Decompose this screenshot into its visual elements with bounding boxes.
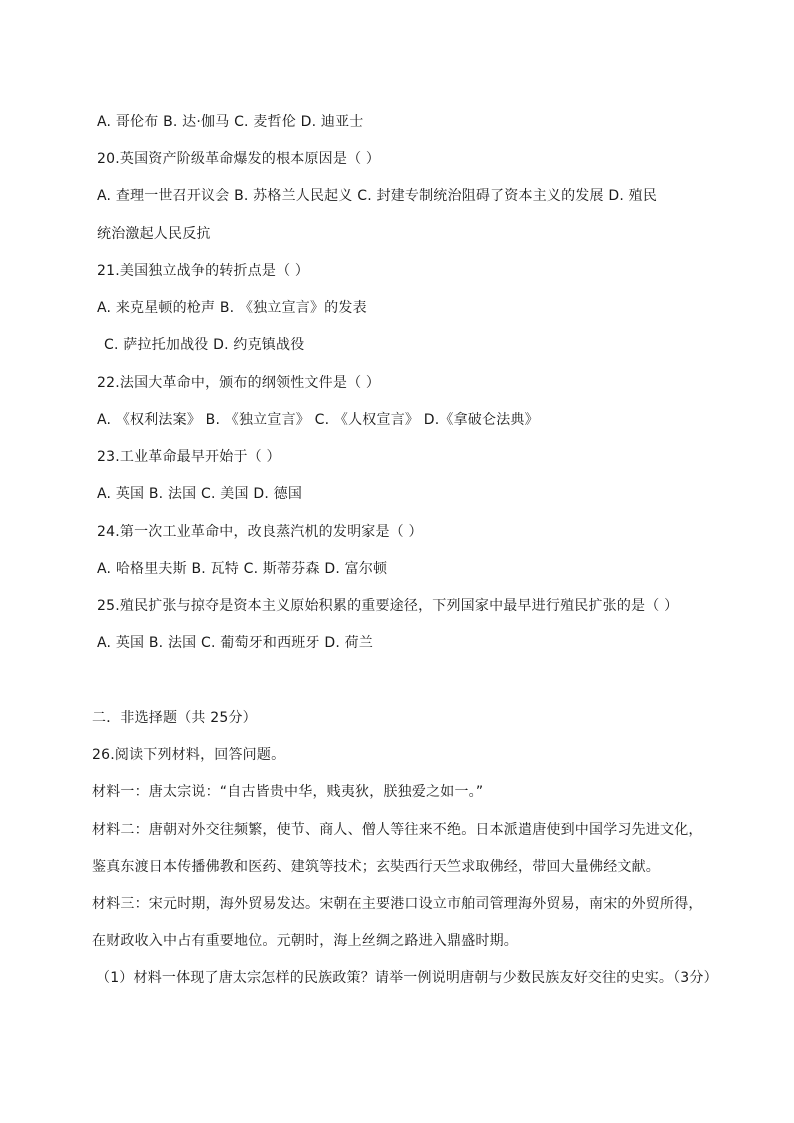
material-three-line-2: 在财政收入中占有重要地位。元朝时，海上丝绸之路进入鼎盛时期。: [92, 933, 518, 949]
material-two-line-1: 材料二：唐朝对外交往频繁，使节、商人、僧人等往来不绝。日本派遣唐使到中国学习先进文化，: [92, 822, 703, 838]
q22-question: 22.法国大革命中，颁布的纲领性文件是（ ）: [97, 375, 381, 391]
q22-options: A. 《权利法案》 B. 《独立宣言》 C. 《人权宣言》 D.《拿破仑法典》: [97, 412, 539, 428]
section-heading: 二．非选择题（共 25分）: [92, 710, 257, 726]
q21-question: 21.美国独立战争的转折点是（ ）: [97, 263, 310, 279]
q19-options: A. 哥伦布 B. 达·伽马 C. 麦哲伦 D. 迪亚士: [97, 114, 364, 130]
q26-question: 26.阅读下列材料，回答问题。: [92, 747, 286, 763]
q20-options-continued: 统治激起人民反抗: [97, 226, 211, 242]
q23-question: 23.工业革命最早开始于（ ）: [97, 449, 281, 465]
q26-subquestion-1: （1）材料一体现了唐太宗怎样的民族政策？请举一例说明唐朝与少数民族友好交往的史实。（3分）: [96, 970, 718, 986]
q24-options: A. 哈格里夫斯 B. 瓦特 C. 斯蒂芬森 D. 富尔顿: [97, 561, 388, 577]
q21-options-cd: C. 萨拉托加战役 D. 约克镇战役: [104, 337, 305, 353]
material-one: 材料一：唐太宗说：“自古皆贵中华，贱夷狄，朕独爱之如一。”: [92, 784, 484, 800]
material-two-line-2: 鉴真东渡日本传播佛教和医药、建筑等技术；玄奘西行天竺求取佛经，带回大量佛经文献。: [92, 859, 660, 875]
q25-options: A. 英国 B. 法国 C. 葡萄牙和西班牙 D. 荷兰: [97, 635, 374, 651]
q24-question: 24.第一次工业革命中，改良蒸汽机的发明家是（ ）: [97, 524, 423, 540]
q21-options-ab: A. 来克星顿的枪声 B. 《独立宣言》的发表: [97, 300, 367, 316]
q20-options: A. 查理一世召开议会 B. 苏格兰人民起义 C. 封建专制统治阻碍了资本主义的发展 D. 殖民: [97, 188, 658, 204]
q25-question: 25.殖民扩张与掠夺是资本主义原始积累的重要途径，下列国家中最早进行殖民扩张的是（ ）: [97, 598, 679, 614]
q20-question: 20.英国资产阶级革命爆发的根本原因是（ ）: [97, 151, 381, 167]
material-three-line-1: 材料三：宋元时期，海外贸易发达。宋朝在主要港口设立市舶司管理海外贸易，南宋的外贸所得，: [92, 896, 703, 912]
q23-options: A. 英国 B. 法国 C. 美国 D. 德国: [97, 486, 303, 502]
